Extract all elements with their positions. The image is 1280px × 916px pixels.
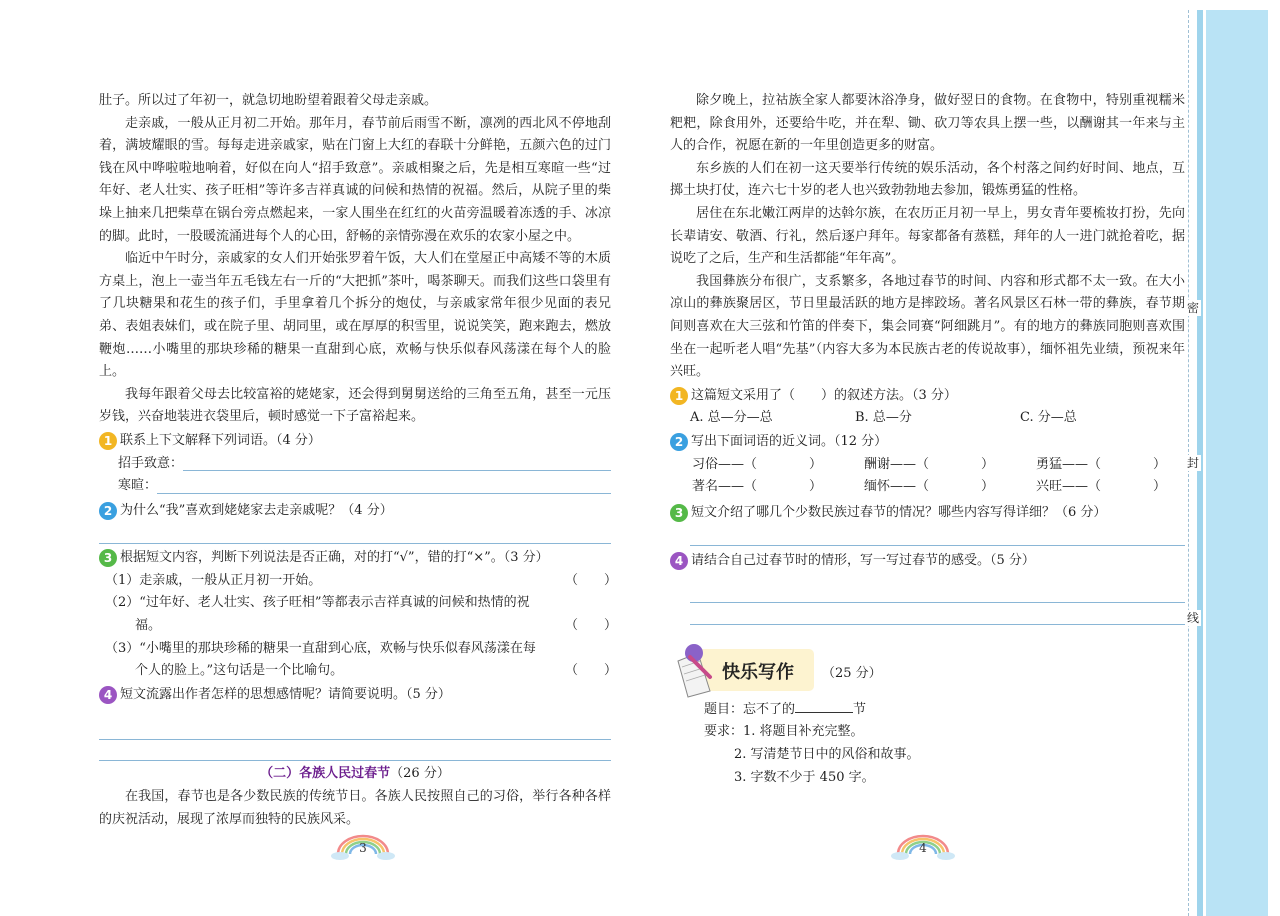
option-b[interactable]: B. 总—分 (855, 410, 912, 426)
synonym-item[interactable]: 酬谢——（ ） (864, 456, 995, 472)
synonym-item[interactable]: 缅怀——（ ） (864, 479, 995, 495)
paragraph: 肚子。所以过了年初一，就急切地盼望着跟着父母走亲戚。 (99, 93, 438, 108)
paragraph: 东乡族的人们在初一这天要举行传统的娱乐活动，各个村落之间约好时间、地点，互掷土块打仗，连六七十岁的老人也兴致勃勃地去参加，锻炼勇猛的性格。 (670, 160, 1185, 199)
answer-line (183, 470, 611, 471)
question-number-badge: 2 (99, 502, 117, 520)
synonym-item[interactable]: 著名——（ ） (692, 479, 823, 495)
right-content (670, 90, 1185, 789)
option-c[interactable]: C. 分—总 (1020, 410, 1077, 426)
choice-options (670, 407, 1185, 430)
answer-line (157, 493, 611, 494)
topic-blank[interactable] (795, 699, 853, 713)
judge-item (99, 660, 618, 683)
question-3 (670, 502, 1185, 525)
answer-parentheses[interactable]: （ ） (565, 618, 618, 634)
question-number-badge: 1 (670, 387, 688, 405)
paragraph: 我每年跟着父母去比较富裕的姥姥家，还会得到舅舅送给的三角至五角，甚至一元压岁钱，兴奋地装进衣袋里后，顿时感觉一下子富裕起来。 (99, 386, 611, 425)
seal-char: 密 (1186, 301, 1199, 315)
question-2 (99, 500, 611, 523)
happy-writing-logo (670, 641, 820, 699)
requirement-item: 2. 写清楚节日中的风俗和故事。 (734, 747, 920, 763)
question-4 (670, 550, 1185, 573)
writing-requirements (670, 767, 1185, 790)
paragraph: 临近中午时分，亲戚家的女人们开始张罗着午饭，大人们在堂屋正中高矮不等的木质方桌上，泡上一壶当年五毛钱左右一斤的“大把抓”茶叶，喝茶聊天。而我们这些口袋里有了几块糖果和花生的孩子们，手里拿着几个拆分的炮仗，与亲戚家常年很少见面的表兄弟、表姐表妹们，或在院子里、胡同里，或在厚厚的积雪里，说说笑笑，跑来跑去，燃放鞭炮……小嘴里的那块珍稀的糖果一直甜到心底，欢畅与快乐似春风荡漾在每个人的脸上。 (99, 251, 611, 380)
question-text: 这篇短文采用了（ ）的叙述方法。（3 分） (691, 387, 957, 403)
paragraph: 居住在东北嫩江两岸的达斡尔族，在农历正月初一早上，男女青年要梳妆打扮，先向长辈请安、敬酒、行礼，然后逐户拜年。每家都备有蒸糕，拜年的人一进门就抢着吃，据说吃了之后，生产和生活都能“年年高”。 (670, 205, 1185, 267)
answer-line[interactable] (690, 573, 1185, 603)
question-number-badge: 2 (670, 433, 688, 451)
term-label: 招手致意： (118, 455, 184, 471)
answer-line[interactable] (99, 522, 611, 544)
question-number-badge: 4 (99, 686, 117, 704)
question-number-badge: 1 (99, 432, 117, 450)
paragraph: 除夕晚上，拉祜族全家人都要沐浴净身，做好翌日的食物。在食物中，特别重视糯米粑粑，除食用外，还要给牛吃，并在犁、锄、砍刀等农具上摆一些，以酬谢其一年来与主人的合作，祝愿在新的一年里创造更多的财富。 (670, 93, 1185, 154)
topic-prefix: 题目：忘不了的 (704, 701, 796, 717)
answer-line[interactable] (99, 706, 611, 740)
section-score: （26 分） (390, 766, 450, 782)
rainbow-icon (888, 830, 958, 862)
requirement-item: 3. 字数不少于 450 字。 (734, 769, 875, 785)
question-1 (670, 385, 1185, 408)
judge-text: 福。 (135, 618, 162, 634)
requirements-label: 要求： (704, 724, 744, 740)
logo-text: 快乐写作 (722, 661, 794, 683)
paragraph: 我国彝族分布很广，支系繁多，各地过春节的时间、内容和形式都不太一致。在大小凉山的彝族聚居区，节日里最活跃的地方是摔跤场。著名风景区石林一带的彝族，春节期间则喜欢在大三弦和竹笛的伴奏下，集会同赛“阿细跳月”。有的地方的彝族同胞则喜欢围坐在一起听老人唱“先基”（内容大多为本民族古老的传说故事），缅怀祖先业绩，预祝来年兴旺。 (670, 273, 1185, 380)
question-text: 短文流露出作者怎样的思想感情呢？请简要说明。（5 分） (120, 686, 451, 702)
question-text: 写出下面词语的近义词。（12 分） (691, 433, 888, 449)
writing-topic (670, 699, 1185, 722)
term-label: 寒暄： (118, 478, 158, 494)
question-1 (99, 430, 611, 453)
right-page (640, 0, 1190, 916)
question-4 (99, 684, 611, 707)
judge-item (99, 570, 618, 593)
question-text: 根据短文内容，判断下列说法是否正确，对的打“√”，错的打“×”。（3 分） (120, 550, 549, 566)
judge-item (99, 615, 618, 638)
writing-requirements (670, 744, 1185, 767)
answer-line[interactable] (690, 603, 1185, 625)
judge-item (99, 638, 611, 661)
page-number: 3 (359, 841, 367, 855)
page-number-badge (888, 830, 958, 862)
question-number-badge: 3 (670, 504, 688, 522)
rainbow-icon (328, 830, 398, 862)
question-number-badge: 4 (670, 552, 688, 570)
paragraph: 在我国，春节也是各少数民族的传统节日。各族人民按照自己的习俗，举行各种各样的庆祝活动，展现了浓厚而独特的民族风采。 (99, 789, 611, 827)
answer-parentheses[interactable]: （ ） (565, 572, 618, 588)
question-text: 为什么“我”喜欢到姥姥家去走亲戚呢？（4 分） (120, 502, 393, 518)
sidebar-panel (1206, 10, 1268, 916)
answer-parentheses[interactable]: （ ） (565, 663, 618, 679)
judge-item (99, 592, 611, 615)
question-3 (99, 547, 611, 570)
section-title-text: （二）各族人民过春节 (260, 766, 391, 782)
requirement-item: 1. 将题目补充完整。 (743, 724, 864, 740)
section-title (99, 760, 611, 786)
writing-requirements (670, 721, 1185, 744)
paragraph: 走亲戚，一般从正月初二开始。那年月，春节前后雨雪不断，凛冽的西北风不停地刮着，满坡耀眼的雪。每每走进亲戚家，贴在门窗上大红的春联十分鲜艳，五颜六色的过门钱在风中哗啦啦地响着，好似在向人“招手致意”。亲戚相聚之后，先是相互寒暄一些“过年好、老人壮实、孩子旺相”等许多吉祥真诚的问候和热情的祝福。然后，从院子里的柴垛上抽来几把柴草在锅台旁点燃起来，一家人围坐在红红的火苗旁温暖着冻透的手、冰凉的脚。此时，一股暖流涌进每个人的心田，舒畅的亲情弥漫在欢乐的农家小屋之中。 (99, 115, 611, 244)
judge-text: （3）“小嘴里的那块珍稀的糖果一直甜到心底，欢畅与快乐似春风荡漾在每 (105, 640, 536, 656)
page-number: 4 (919, 841, 927, 855)
seal-char: 封 (1186, 456, 1199, 470)
synonym-item[interactable]: 兴旺——（ ） (1036, 479, 1167, 495)
judge-text: （1）走亲戚，一般从正月初一开始。 (105, 572, 322, 588)
topic-suffix: 节 (853, 701, 867, 717)
seal-char: 线 (1186, 611, 1199, 625)
option-a[interactable]: A. 总—分—总 (690, 410, 773, 426)
synonym-item[interactable]: 习俗——（ ） (692, 456, 823, 472)
synonym-grid (670, 454, 1185, 499)
question-text: 短文介绍了哪几个少数民族过春节的情况？哪些内容写得详细？（6 分） (691, 504, 1107, 520)
question-2 (670, 431, 1185, 454)
writing-section-header (670, 641, 1185, 699)
question-number-badge: 3 (99, 549, 117, 567)
answer-line[interactable] (690, 524, 1185, 546)
answer-field[interactable] (99, 475, 611, 498)
page-number-badge (328, 830, 398, 862)
writing-score: （25 分） (822, 665, 882, 681)
judge-text: 个人的脸上。”这句话是一个比喻句。 (135, 663, 344, 679)
answer-field[interactable] (99, 453, 611, 476)
judge-text: （2）“过年好、老人壮实、孩子旺相”等都表示吉祥真诚的问候和热情的祝 (105, 595, 530, 611)
synonym-item[interactable]: 勇猛——（ ） (1036, 456, 1167, 472)
question-text: 联系上下文解释下列词语。（4 分） (120, 432, 321, 448)
left-content (99, 90, 618, 831)
question-text: 请结合自己过春节时的情形，写一写过春节的感受。（5 分） (691, 553, 1035, 569)
